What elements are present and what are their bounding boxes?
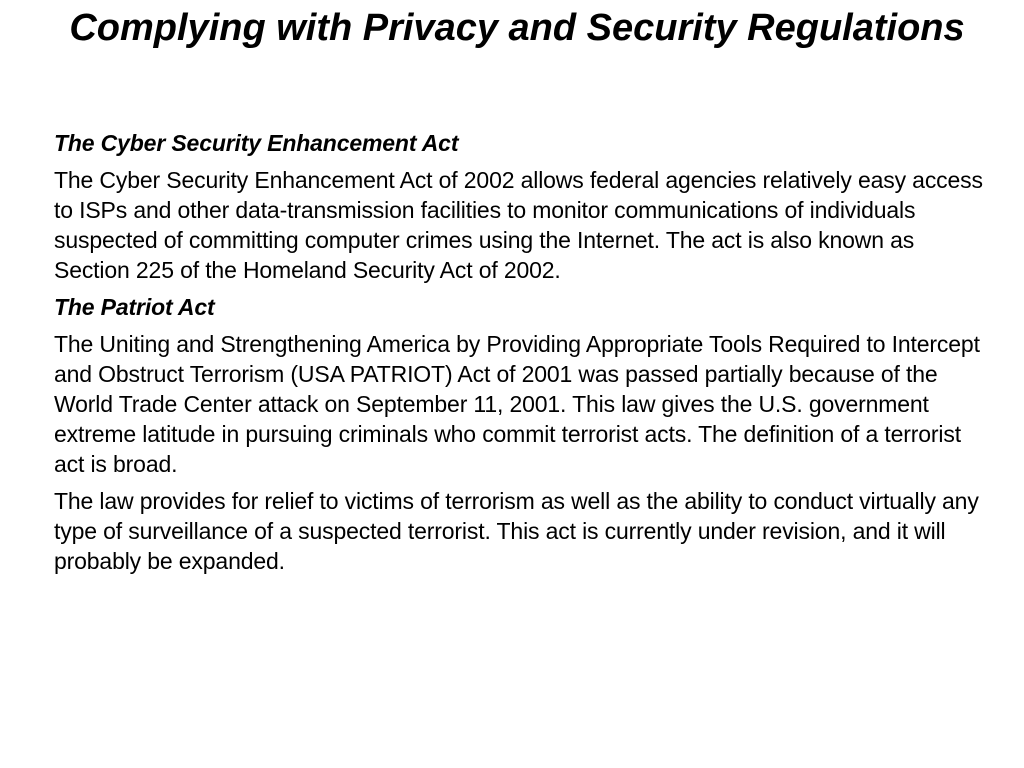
slide-title: Complying with Privacy and Security Regulations	[69, 7, 965, 49]
section-heading-patriot-act: The Patriot Act	[54, 294, 215, 320]
section-heading-cyber-security-enhancement-act: The Cyber Security Enhancement Act	[54, 130, 459, 156]
section-paragraph-cyber-security-enhancement-act: The Cyber Security Enhancement Act of 2002 allows federal agencies relatively easy access to ISPs and other data-transmission facilities to monitor communications of individuals suspected of committing computer crimes using the Internet. The act is also known as Section 225 of the Homeland Security Act of 2002.	[54, 167, 983, 283]
section-paragraph-patriot-act-2: The law provides for relief to victims of terrorism as well as the ability to conduct virtually any type of surveillance of a suspected terrorist. This act is currently under revision, and it will probably be expanded.	[54, 488, 979, 574]
slide-body	[54, 128, 994, 583]
section-paragraph-patriot-act-1: The Uniting and Strengthening America by Providing Appropriate Tools Required to Intercept and Obstruct Terrorism (USA PATRIOT) Act of 2001 was passed partially because of the World Trade Center attack on September 11, 2001. This law gives the U.S. government extreme latitude in pursuing criminals who commit terrorist acts. The definition of a terrorist act is broad.	[54, 331, 980, 477]
